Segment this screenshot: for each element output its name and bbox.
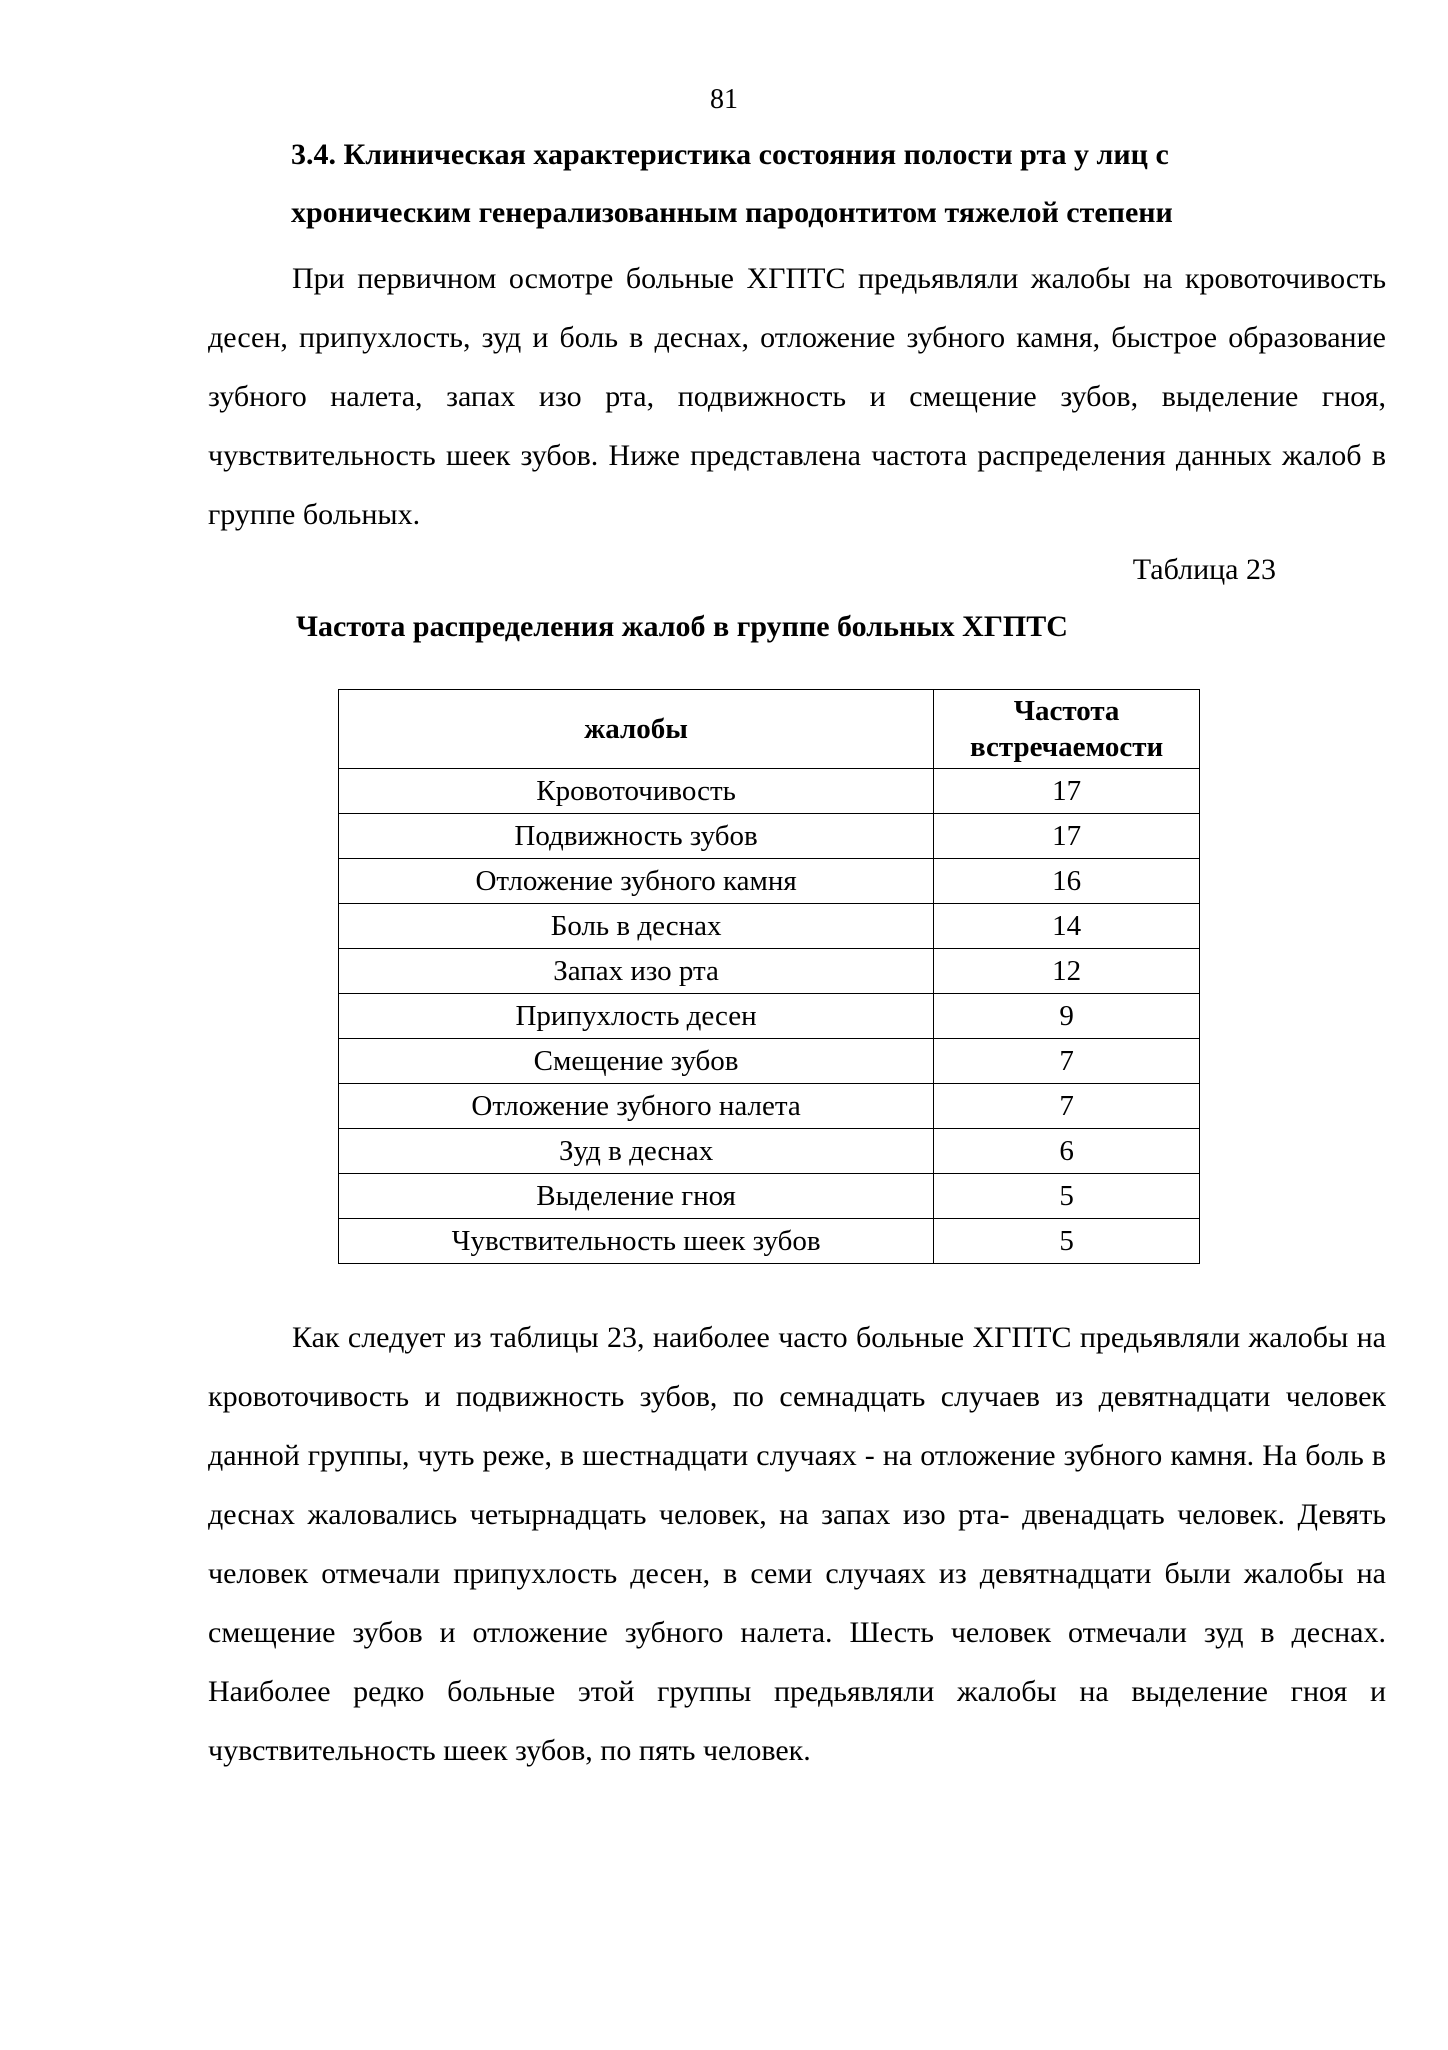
frequency-cell: 14 (934, 904, 1200, 949)
frequency-cell: 6 (934, 1129, 1200, 1174)
table-row (339, 904, 1200, 949)
table-row (339, 769, 1200, 814)
complaint-cell: Отложение зубного камня (339, 859, 934, 904)
complaint-cell: Припухлость десен (339, 994, 934, 1039)
table-row (339, 994, 1200, 1039)
intro-paragraph: При первичном осмотре больные ХГПТС предьявляли жалобы на кровоточивость десен, припухлость, зуд и боль в деснах, отложение зубного камня, быстрое образование зубного налета, запах изо рта, подвижность и смещение зубов, выделение гноя, чувствительность шеек зубов. Ниже представлена частота распределения данных жалоб в группе больных. (208, 262, 1386, 531)
table-row (339, 1039, 1200, 1084)
section-heading-line-1: 3.4. Клиническая характеристика состояния полости рта у лиц с (291, 138, 1169, 171)
table-row (339, 1219, 1200, 1264)
complaint-cell: Запах изо рта (339, 949, 934, 994)
complaint-cell: Кровоточивость (339, 769, 934, 814)
frequency-cell: 9 (934, 994, 1200, 1039)
header-complaints: жалобы (339, 690, 934, 769)
table-header-row (339, 690, 1200, 769)
table-row (339, 859, 1200, 904)
complaint-cell: Выделение гноя (339, 1174, 934, 1219)
table-row (339, 1129, 1200, 1174)
section-heading-line-2: хроническим генерализованным пародонтитом тяжелой степени (291, 196, 1173, 229)
frequency-cell: 7 (934, 1039, 1200, 1084)
frequency-cell: 7 (934, 1084, 1200, 1129)
frequency-cell: 16 (934, 859, 1200, 904)
conclusion-paragraph: Как следует из таблицы 23, наиболее часто больные ХГПТС предьявляли жалобы на кровоточивость и подвижность зубов, по семнадцать случаев из девятнадцати человек данной группы, чуть реже, в шестнадцати случаях - на отложение зубного камня. На боль в деснах жаловались четырнадцать человек, на запах изо рта- двенадцать человек. Девять человек отмечали припухлость десен, в семи случаях из девятнадцати были жалобы на смещение зубов и отложение зубного налета. Шесть человек отмечали зуд в деснах. Наиболее редко больные этой группы предьявляли жалобы на выделение гноя и чувствительность шеек зубов, по пять человек. (208, 1321, 1386, 1767)
frequency-cell: 5 (934, 1174, 1200, 1219)
header-frequency: Частота встречаемости (934, 690, 1200, 769)
table-label: Таблица 23 (1132, 553, 1276, 586)
page-number: 81 (710, 84, 738, 115)
complaint-cell: Чувствительность шеек зубов (339, 1219, 934, 1264)
frequency-cell: 17 (934, 769, 1200, 814)
frequency-cell: 12 (934, 949, 1200, 994)
table-row (339, 949, 1200, 994)
complaint-cell: Зуд в деснах (339, 1129, 934, 1174)
table-body (339, 769, 1200, 1264)
complaint-cell: Смещение зубов (339, 1039, 934, 1084)
complaint-cell: Отложение зубного налета (339, 1084, 934, 1129)
frequency-cell: 17 (934, 814, 1200, 859)
table-row (339, 1084, 1200, 1129)
complaint-cell: Подвижность зубов (339, 814, 934, 859)
table-row (339, 814, 1200, 859)
complaints-table (338, 689, 1200, 1264)
table-row (339, 1174, 1200, 1219)
frequency-cell: 5 (934, 1219, 1200, 1264)
table-title: Частота распределения жалоб в группе больных ХГПТС (296, 610, 1068, 643)
complaint-cell: Боль в деснах (339, 904, 934, 949)
